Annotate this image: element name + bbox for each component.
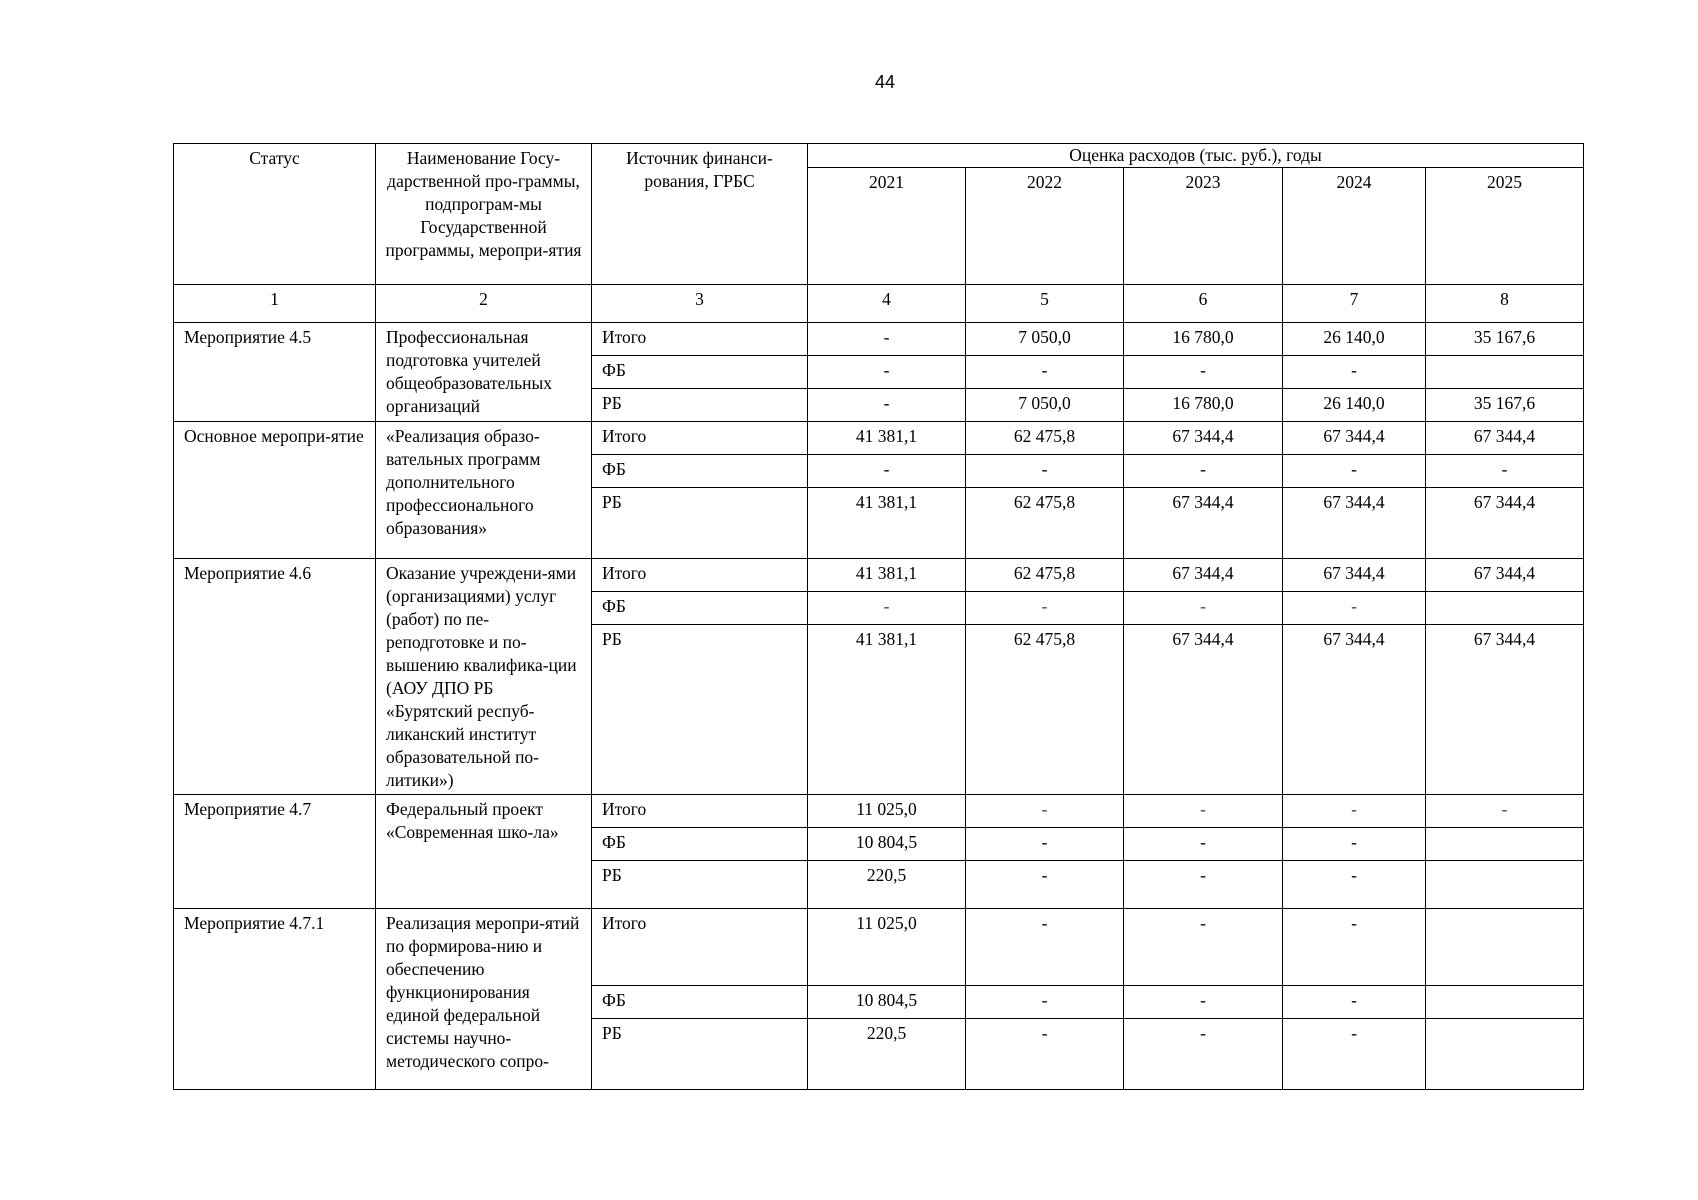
column-number: 2 (376, 285, 592, 323)
table-row (174, 795, 1584, 828)
value-cell: 10 804,5 (808, 986, 966, 1019)
value-cell: 11 025,0 (808, 909, 966, 986)
value-cell (1426, 986, 1584, 1019)
value-cell: - (1124, 986, 1283, 1019)
table-row (174, 559, 1584, 592)
value-cell: - (1124, 1019, 1283, 1090)
value-cell: 10 804,5 (808, 828, 966, 861)
page-number: 44 (874, 72, 896, 92)
value-cell: 11 025,0 (808, 795, 966, 828)
value-cell: - (1124, 455, 1283, 488)
value-cell: - (966, 986, 1124, 1019)
header-year: 2025 (1426, 168, 1584, 285)
header-name: Наименование Госу-дарственной про-граммы, подпрограм-мы Государственной программы, меропри-ятия (376, 144, 592, 285)
header-source: Источник финанси-рования, ГРБС (592, 144, 808, 285)
value-cell (1426, 592, 1584, 625)
column-number: 4 (808, 285, 966, 323)
header-row-top (174, 144, 1584, 168)
value-cell: 67 344,4 (1426, 559, 1584, 592)
row-source: ФБ (592, 455, 808, 488)
row-source: ФБ (592, 592, 808, 625)
header-year: 2023 (1124, 168, 1283, 285)
row-source: Итого (592, 909, 808, 986)
value-cell: 67 344,4 (1426, 422, 1584, 455)
value-cell: - (1283, 1019, 1426, 1090)
value-cell: - (1124, 828, 1283, 861)
value-cell: 62 475,8 (966, 559, 1124, 592)
value-cell (1426, 828, 1584, 861)
value-cell (1426, 909, 1584, 986)
value-cell: 220,5 (808, 861, 966, 909)
value-cell: - (966, 592, 1124, 625)
row-name: Профессиональная подготовка учителей общеобразовательных организаций (376, 323, 592, 422)
row-source: РБ (592, 861, 808, 909)
value-cell: 67 344,4 (1283, 422, 1426, 455)
row-source: Итого (592, 323, 808, 356)
value-cell: - (808, 356, 966, 389)
value-cell (1426, 861, 1584, 909)
value-cell: 41 381,1 (808, 559, 966, 592)
table-row (174, 422, 1584, 455)
value-cell: 7 050,0 (966, 389, 1124, 422)
header-year: 2021 (808, 168, 966, 285)
value-cell: - (808, 455, 966, 488)
value-cell: - (1283, 986, 1426, 1019)
row-source: ФБ (592, 828, 808, 861)
value-cell: - (1426, 455, 1584, 488)
value-cell: - (1283, 592, 1426, 625)
value-cell: - (808, 323, 966, 356)
value-cell: - (966, 1019, 1124, 1090)
value-cell: 26 140,0 (1283, 323, 1426, 356)
value-cell: - (1283, 455, 1426, 488)
column-number: 8 (1426, 285, 1584, 323)
value-cell: - (1124, 795, 1283, 828)
value-cell: - (966, 356, 1124, 389)
value-cell: - (808, 389, 966, 422)
value-cell: - (1283, 909, 1426, 986)
header-year: 2022 (966, 168, 1124, 285)
value-cell: - (1124, 356, 1283, 389)
value-cell: 67 344,4 (1283, 488, 1426, 559)
value-cell: - (966, 455, 1124, 488)
row-source: РБ (592, 488, 808, 559)
header-year: 2024 (1283, 168, 1426, 285)
header-expenses: Оценка расходов (тыс. руб.), годы (808, 144, 1584, 168)
value-cell (1426, 1019, 1584, 1090)
value-cell: 7 050,0 (966, 323, 1124, 356)
column-number: 6 (1124, 285, 1283, 323)
column-numbers-row (174, 285, 1584, 323)
column-number: 3 (592, 285, 808, 323)
value-cell: - (966, 909, 1124, 986)
budget-table (173, 143, 1584, 1090)
row-name: Федеральный проект «Современная шко-ла» (376, 795, 592, 909)
value-cell: 67 344,4 (1426, 625, 1584, 795)
column-number: 5 (966, 285, 1124, 323)
value-cell: 26 140,0 (1283, 389, 1426, 422)
value-cell: 67 344,4 (1124, 422, 1283, 455)
value-cell: 16 780,0 (1124, 389, 1283, 422)
row-source: Итого (592, 559, 808, 592)
value-cell: 67 344,4 (1283, 625, 1426, 795)
value-cell: 41 381,1 (808, 488, 966, 559)
value-cell: - (966, 861, 1124, 909)
value-cell: 62 475,8 (966, 422, 1124, 455)
column-number: 1 (174, 285, 376, 323)
value-cell: - (1124, 909, 1283, 986)
value-cell: 16 780,0 (1124, 323, 1283, 356)
value-cell: - (1283, 861, 1426, 909)
value-cell: 62 475,8 (966, 625, 1124, 795)
value-cell: - (1426, 795, 1584, 828)
header-status: Статус (174, 144, 376, 285)
row-source: ФБ (592, 356, 808, 389)
value-cell: 220,5 (808, 1019, 966, 1090)
value-cell: - (808, 592, 966, 625)
row-status: Основное меропри-ятие (174, 422, 376, 559)
row-source: ФБ (592, 986, 808, 1019)
value-cell: - (1283, 795, 1426, 828)
row-status: Мероприятие 4.6 (174, 559, 376, 795)
value-cell: 67 344,4 (1124, 488, 1283, 559)
value-cell: 41 381,1 (808, 625, 966, 795)
value-cell: 67 344,4 (1283, 559, 1426, 592)
value-cell: - (1124, 592, 1283, 625)
row-name: Реализация меропри-ятий по формирова-нию и обеспечению функционирования единой федеральной системы научно-методического сопро- (376, 909, 592, 1090)
value-cell: 35 167,6 (1426, 389, 1584, 422)
value-cell: 67 344,4 (1426, 488, 1584, 559)
row-status: Мероприятие 4.5 (174, 323, 376, 422)
table-row (174, 323, 1584, 356)
value-cell (1426, 356, 1584, 389)
row-source: Итого (592, 422, 808, 455)
row-status: Мероприятие 4.7 (174, 795, 376, 909)
value-cell: - (966, 795, 1124, 828)
value-cell: 35 167,6 (1426, 323, 1584, 356)
value-cell: - (1283, 828, 1426, 861)
value-cell: - (966, 828, 1124, 861)
value-cell: - (1283, 356, 1426, 389)
row-status: Мероприятие 4.7.1 (174, 909, 376, 1090)
value-cell: - (1124, 861, 1283, 909)
row-source: Итого (592, 795, 808, 828)
row-source: РБ (592, 625, 808, 795)
table-row (174, 909, 1584, 986)
value-cell: 41 381,1 (808, 422, 966, 455)
value-cell: 67 344,4 (1124, 559, 1283, 592)
column-number: 7 (1283, 285, 1426, 323)
value-cell: 62 475,8 (966, 488, 1124, 559)
row-name: «Реализация образо-вательных программ дополнительного профессионального образования» (376, 422, 592, 559)
value-cell: 67 344,4 (1124, 625, 1283, 795)
row-source: РБ (592, 389, 808, 422)
row-name: Оказание учреждени-ями (организациями) услуг (работ) по пе-реподготовке и по-вышению квалифика-ции (АОУ ДПО РБ «Бурятский респуб-ликанский институт образовательной по-литики») (376, 559, 592, 795)
row-source: РБ (592, 1019, 808, 1090)
